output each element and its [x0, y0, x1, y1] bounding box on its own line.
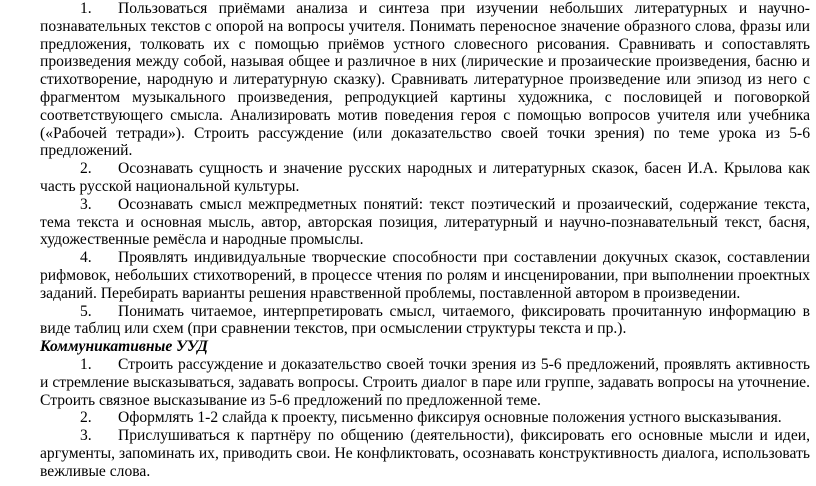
- list-item: [40, 409, 810, 427]
- list-item: [40, 427, 810, 480]
- list-item-number: 5.: [80, 302, 92, 320]
- list-item: [40, 0, 810, 160]
- list-item: [40, 160, 810, 196]
- list-item-number: 1.: [80, 355, 92, 373]
- list-item-text: Пользоваться приёмами анализа и синтеза при изучении небольших литературных и научно-познавательных текстов с опорой на вопросы учителя. Понимать переносное значение образного слова, фразы или предложения, толковать их с помощью приёмов устного словесного рисования. Сравнивать и сопоставлять произведения между собой, называя общее и различное в них (лирические и прозаические произведения, басню и стихотворение, народную и литературную сказку). Сравнивать литературное произведение или эпизод из него с фрагментом музыкального произведения, репродукцией картины художника, с пословицей и поговоркой соответствующего смысла. Анализировать мотив поведения героя с помощью вопросов учителя или учебника («Рабочей тетради»). Строить рассуждение (или доказательство своей точки зрения) по теме урока из 5-6 предложений.: [40, 0, 810, 160]
- list-item: [40, 356, 810, 409]
- list-item-number: 3.: [80, 195, 92, 213]
- list-item-text: Проявлять индивидуальные творческие способности при составлении докучных сказок, составлении рифмовок, небольших стихотворений, в процессе чтения по ролям и инсценировании, при выполнении проектных заданий. Перебирать варианты решения нравственной проблемы, поставленной автором в произведении.: [40, 249, 810, 302]
- list-item-text: Осознавать смысл межпредметных понятий: текст поэтический и прозаический, содержание текста, тема текста и основная мысль, автор, авторская позиция, литературный и научно-познавательный текст, басня, художественные ремёсла и народные промыслы.: [40, 195, 810, 249]
- list-item-text: Строить рассуждение и доказательство своей точки зрения из 5-6 предложений, проявлять активность и стремление высказываться, задавать вопросы. Строить диалог в паре или группе, задавать вопросы на уточнение. Строить связное высказывание из 5-6 предложений по предложенной теме.: [40, 355, 810, 409]
- list-item-text: Оформлять 1-2 слайда к проекту, письменно фиксируя основные положения устного высказывания.: [118, 409, 782, 427]
- document-body: [40, 0, 810, 481]
- list-item-number: 2.: [80, 409, 92, 427]
- section-heading: Коммуникативные УУД: [40, 338, 208, 356]
- list-item: [40, 249, 810, 302]
- list-item: [40, 303, 810, 339]
- list-item-text: Понимать читаемое, интерпретировать смысл, читаемого, фиксировать прочитанную информацию в виде таблиц или схем (при сравнении текстов, при осмыслении структуры текста и пр.).: [40, 302, 810, 338]
- list-item-number: 4.: [80, 249, 92, 267]
- list-item-text: Прислушиваться к партнёру по общению (деятельности), фиксировать его основные мысли и идеи, аргументы, запоминать их, приводить свои. Не конфликтовать, осознавать конструктивность диалога, использовать вежливые слова.: [40, 427, 810, 480]
- list-item-number: 1.: [80, 0, 92, 17]
- list-item: [40, 196, 810, 249]
- list-item-number: 2.: [80, 160, 92, 178]
- list-item-text: Осознавать сущность и значение русских народных и литературных сказок, басен И.А. Крылова как часть русской национальной культуры.: [40, 160, 810, 195]
- list-item-number: 3.: [80, 427, 92, 445]
